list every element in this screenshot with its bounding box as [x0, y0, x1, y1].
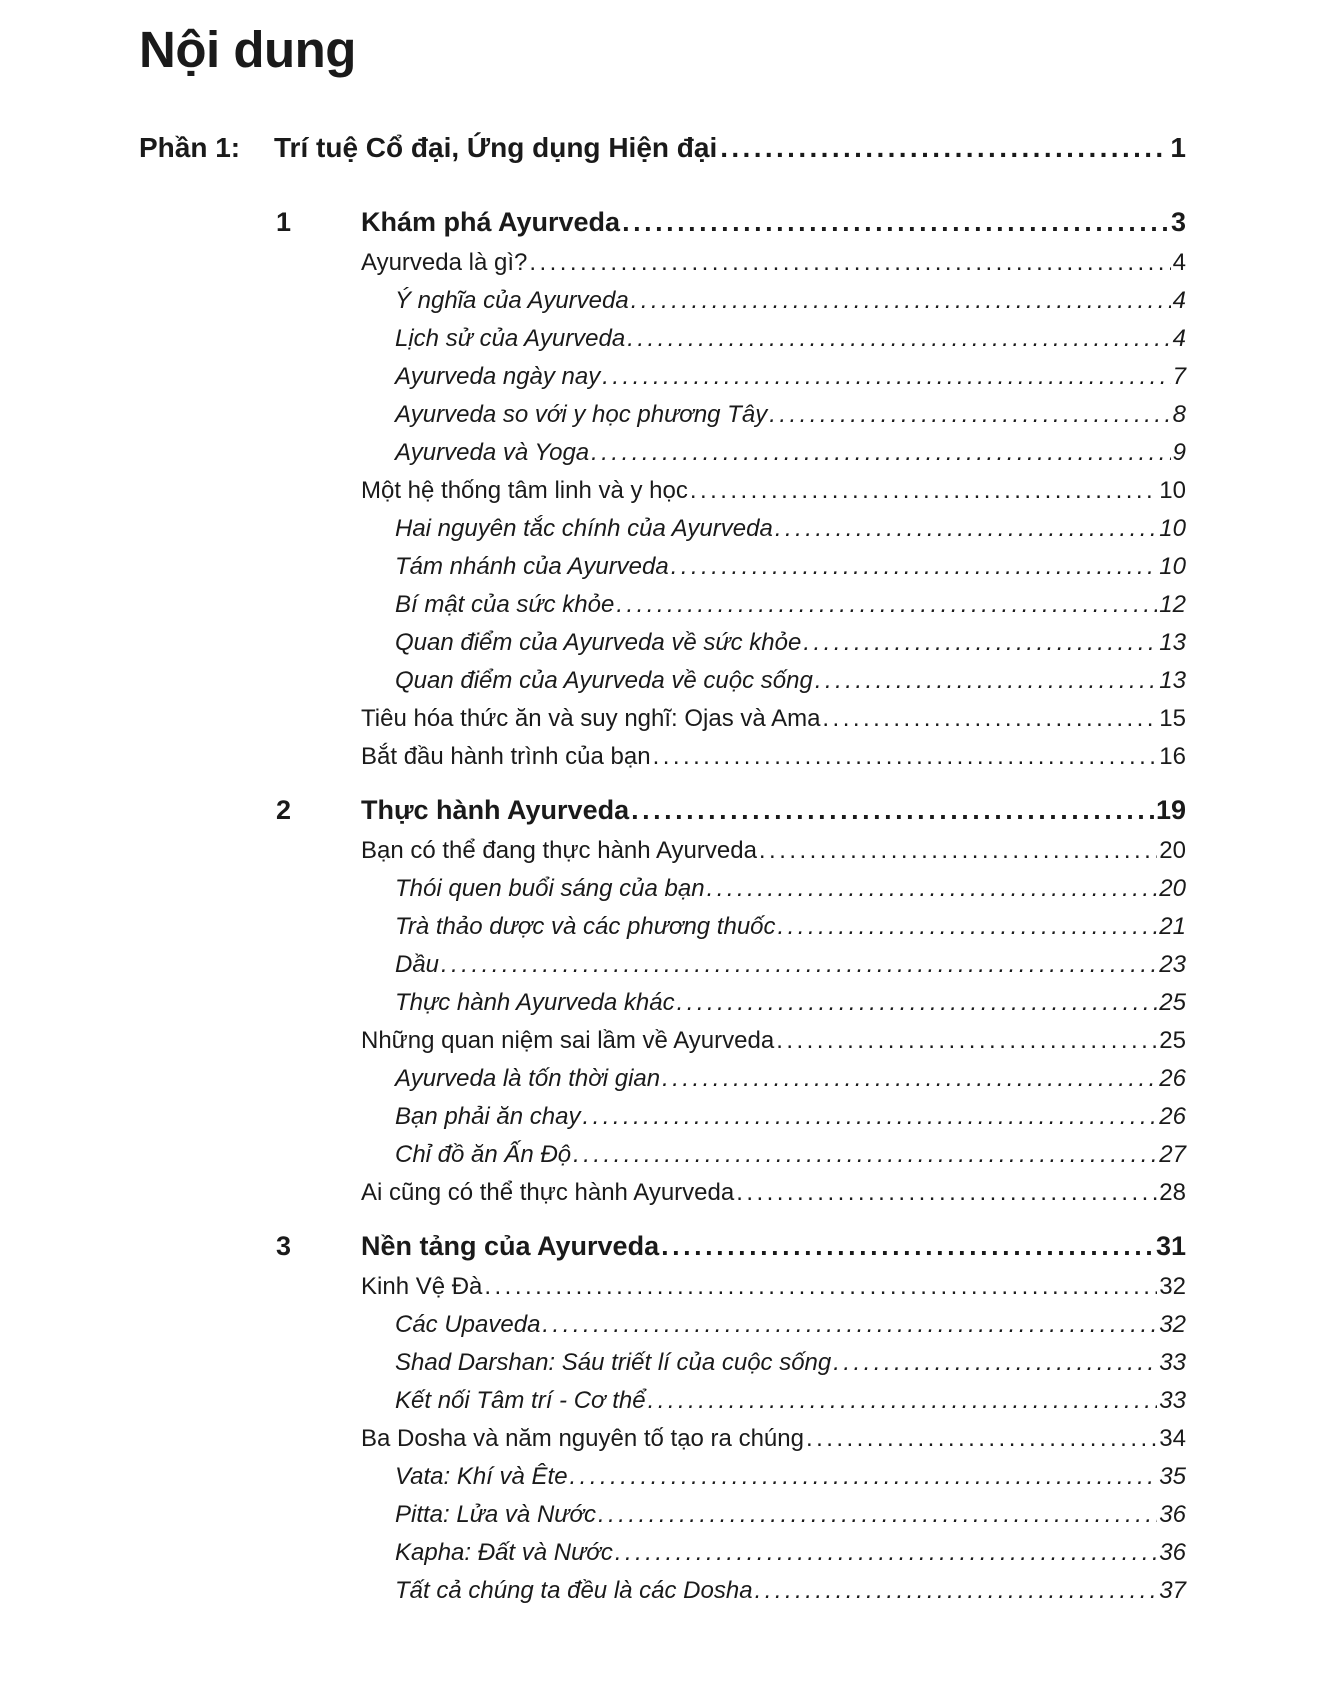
- chapter-page-number: 31: [1155, 1231, 1186, 1261]
- toc-subsection-entry[interactable]: [276, 870, 1186, 908]
- entry-title: Ai cũng có thể thực hành Ayurveda: [361, 1179, 735, 1206]
- entry-title: Ayurveda là gì?: [361, 249, 528, 276]
- toc-section-entry[interactable]: [276, 738, 1186, 776]
- dot-leader: [755, 1572, 1158, 1610]
- entry-title: Tất cả chúng ta đều là các Dosha: [395, 1577, 753, 1604]
- chapter-page-number: 3: [1170, 207, 1186, 237]
- dot-leader: [775, 510, 1157, 548]
- toc-subsection-entry[interactable]: [276, 586, 1186, 624]
- entry-page-number: 15: [1159, 705, 1186, 732]
- entry-page-number: 33: [1159, 1387, 1186, 1414]
- chapter-number: 1: [276, 207, 292, 237]
- toc-chapter-entry[interactable]: [276, 788, 1186, 832]
- entry-page-number: 4: [1172, 287, 1186, 314]
- dot-leader: [615, 1534, 1157, 1572]
- entry-page-number: 12: [1159, 591, 1186, 618]
- entry-title: Bạn phải ăn chay: [395, 1103, 581, 1130]
- chapter-page-number: 19: [1155, 795, 1186, 825]
- table-of-contents: [276, 200, 1186, 1622]
- toc-section-entry[interactable]: [276, 1174, 1186, 1212]
- toc-subsection-entry[interactable]: [276, 1382, 1186, 1420]
- entry-title: Các Upaveda: [395, 1311, 541, 1338]
- entry-title: Chỉ đồ ăn Ấn Độ: [395, 1141, 572, 1168]
- toc-subsection-entry[interactable]: [276, 946, 1186, 984]
- toc-section-entry[interactable]: [276, 832, 1186, 870]
- chapter-block: [276, 1224, 1186, 1610]
- dot-leader: [542, 1306, 1157, 1344]
- entry-page-number: 36: [1159, 1501, 1186, 1528]
- toc-subsection-entry[interactable]: [276, 984, 1186, 1022]
- entry-title: Tiêu hóa thức ăn và suy nghĩ: Ojas và Ama: [361, 705, 821, 732]
- toc-subsection-entry[interactable]: [276, 1496, 1186, 1534]
- entry-page-number: 37: [1159, 1577, 1186, 1604]
- toc-subsection-entry[interactable]: [276, 1534, 1186, 1572]
- entry-title: Thực hành Ayurveda khác: [395, 989, 675, 1016]
- entry-title: Tám nhánh của Ayurveda: [395, 553, 669, 580]
- toc-section-entry[interactable]: [276, 244, 1186, 282]
- toc-subsection-entry[interactable]: [276, 662, 1186, 700]
- dot-leader: [662, 1060, 1157, 1098]
- dot-leader: [720, 128, 1167, 168]
- entry-page-number: 25: [1159, 989, 1186, 1016]
- part-label: Phần 1:: [139, 132, 241, 163]
- entry-title: Bắt đầu hành trình của bạn: [361, 743, 651, 770]
- toc-subsection-entry[interactable]: [276, 396, 1186, 434]
- entry-page-number: 26: [1159, 1103, 1186, 1130]
- entry-title: Bạn có thể đang thực hành Ayurveda: [361, 837, 757, 864]
- entry-title: Kết nối Tâm trí - Cơ thể: [395, 1387, 646, 1414]
- entry-page-number: 27: [1159, 1141, 1186, 1168]
- toc-subsection-entry[interactable]: [276, 1306, 1186, 1344]
- entry-page-number: 28: [1159, 1179, 1186, 1206]
- entry-title: Hai nguyên tắc chính của Ayurveda: [395, 515, 773, 542]
- entry-page-number: 26: [1159, 1065, 1186, 1092]
- entry-title: Ayurveda là tốn thời gian: [395, 1065, 661, 1092]
- entry-title: Lịch sử của Ayurveda: [395, 325, 626, 352]
- entry-title: Bí mật của sức khỏe: [395, 591, 615, 618]
- entry-page-number: 21: [1159, 913, 1186, 940]
- entry-title: Trà thảo dược và các phương thuốc: [395, 913, 776, 940]
- dot-leader: [769, 396, 1170, 434]
- toc-subsection-entry[interactable]: [276, 1136, 1186, 1174]
- entry-page-number: 13: [1159, 629, 1186, 656]
- page-title: Nội dung: [139, 21, 356, 78]
- toc-subsection-entry[interactable]: [276, 358, 1186, 396]
- entry-title: Kinh Vệ Đà: [361, 1273, 483, 1300]
- entry-title: Ayurveda so với y học phương Tây: [395, 401, 768, 428]
- toc-subsection-entry[interactable]: [276, 1572, 1186, 1610]
- toc-section-entry[interactable]: [276, 1420, 1186, 1458]
- chapter-number: 2: [276, 795, 292, 825]
- dot-leader: [822, 700, 1157, 738]
- dot-leader: [622, 200, 1169, 244]
- dot-leader: [631, 282, 1171, 320]
- dot-leader: [653, 738, 1158, 776]
- dot-leader: [591, 434, 1170, 472]
- chapter-title: Nền tảng của Ayurveda: [361, 1231, 660, 1261]
- entry-page-number: 4: [1172, 325, 1186, 352]
- entry-page-number: 33: [1159, 1349, 1186, 1376]
- dot-leader: [671, 548, 1158, 586]
- entry-title: Ý nghĩa của Ayurveda: [395, 287, 629, 314]
- dot-leader: [690, 472, 1157, 510]
- chapter-block: [276, 200, 1186, 776]
- entry-title: Vata: Khí và Ête: [395, 1463, 568, 1490]
- entry-title: Quan điểm của Ayurveda về cuộc sống: [395, 667, 813, 694]
- dot-leader: [833, 1344, 1157, 1382]
- dot-leader: [602, 358, 1170, 396]
- chapter-number: 3: [276, 1231, 292, 1261]
- toc-subsection-entry[interactable]: [276, 510, 1186, 548]
- entry-page-number: 32: [1159, 1311, 1186, 1338]
- entry-title: Ayurveda ngày nay: [395, 363, 601, 390]
- entry-page-number: 25: [1159, 1027, 1186, 1054]
- part-page-number: 1: [1170, 132, 1186, 163]
- part-title: Trí tuệ Cổ đại, Ứng dụng Hiện đại: [274, 132, 718, 163]
- dot-leader: [648, 1382, 1158, 1420]
- entry-title: Thói quen buổi sáng của bạn: [395, 875, 705, 902]
- entry-title: Pitta: Lửa và Nước: [395, 1501, 596, 1528]
- entry-page-number: 7: [1172, 363, 1186, 390]
- dot-leader: [573, 1136, 1157, 1174]
- entry-page-number: 4: [1172, 249, 1186, 276]
- dot-leader: [582, 1098, 1157, 1136]
- toc-subsection-entry[interactable]: [276, 1344, 1186, 1382]
- dot-leader: [627, 320, 1170, 358]
- chapter-title: Khám phá Ayurveda: [361, 207, 621, 237]
- entry-title: Những quan niệm sai lầm về Ayurveda: [361, 1027, 775, 1054]
- dot-leader: [803, 624, 1157, 662]
- dot-leader: [598, 1496, 1157, 1534]
- dot-leader: [631, 788, 1154, 832]
- entry-page-number: 20: [1159, 837, 1186, 864]
- toc-section-entry[interactable]: [276, 1022, 1186, 1060]
- toc-section-entry[interactable]: [276, 700, 1186, 738]
- dot-leader: [677, 984, 1158, 1022]
- dot-leader: [815, 662, 1157, 700]
- dot-leader: [707, 870, 1158, 908]
- dot-leader: [529, 244, 1170, 282]
- entry-title: Quan điểm của Ayurveda về sức khỏe: [395, 629, 802, 656]
- entry-title: Ayurveda và Yoga: [395, 439, 590, 466]
- toc-part-entry[interactable]: [139, 128, 1186, 168]
- dot-leader: [441, 946, 1157, 984]
- entry-page-number: 32: [1159, 1273, 1186, 1300]
- entry-page-number: 8: [1172, 401, 1186, 428]
- entry-title: Kapha: Đất và Nước: [395, 1539, 613, 1566]
- dot-leader: [570, 1458, 1158, 1496]
- entry-title: Dầu: [395, 951, 440, 978]
- chapter-title: Thực hành Ayurveda: [361, 795, 630, 825]
- dot-leader: [778, 908, 1158, 946]
- entry-page-number: 10: [1159, 477, 1186, 504]
- dot-leader: [736, 1174, 1157, 1212]
- toc-subsection-entry[interactable]: [276, 624, 1186, 662]
- toc-subsection-entry[interactable]: [276, 1098, 1186, 1136]
- entry-page-number: 35: [1159, 1463, 1186, 1490]
- entry-page-number: 10: [1159, 553, 1186, 580]
- entry-page-number: 13: [1159, 667, 1186, 694]
- entry-page-number: 34: [1159, 1425, 1186, 1452]
- entry-page-number: 20: [1159, 875, 1186, 902]
- toc-subsection-entry[interactable]: [276, 908, 1186, 946]
- toc-chapter-entry[interactable]: [276, 1224, 1186, 1268]
- dot-leader: [661, 1224, 1154, 1268]
- entry-page-number: 36: [1159, 1539, 1186, 1566]
- toc-section-entry[interactable]: [276, 1268, 1186, 1306]
- entry-page-number: 9: [1172, 439, 1186, 466]
- toc-subsection-entry[interactable]: [276, 320, 1186, 358]
- toc-subsection-entry[interactable]: [276, 282, 1186, 320]
- entry-title: Shad Darshan: Sáu triết lí của cuộc sống: [395, 1349, 832, 1376]
- toc-subsection-entry[interactable]: [276, 548, 1186, 586]
- toc-subsection-entry[interactable]: [276, 1458, 1186, 1496]
- chapter-block: [276, 788, 1186, 1212]
- entry-page-number: 23: [1159, 951, 1186, 978]
- dot-leader: [776, 1022, 1157, 1060]
- entry-title: Một hệ thống tâm linh và y học: [361, 477, 688, 504]
- toc-chapter-entry[interactable]: [276, 200, 1186, 244]
- entry-page-number: 16: [1159, 743, 1186, 770]
- dot-leader: [484, 1268, 1157, 1306]
- dot-leader: [806, 1420, 1157, 1458]
- entry-title: Ba Dosha và năm nguyên tố tạo ra chúng: [361, 1425, 804, 1452]
- toc-subsection-entry[interactable]: [276, 1060, 1186, 1098]
- toc-subsection-entry[interactable]: [276, 434, 1186, 472]
- dot-leader: [616, 586, 1157, 624]
- entry-page-number: 10: [1159, 515, 1186, 542]
- toc-section-entry[interactable]: [276, 472, 1186, 510]
- dot-leader: [759, 832, 1157, 870]
